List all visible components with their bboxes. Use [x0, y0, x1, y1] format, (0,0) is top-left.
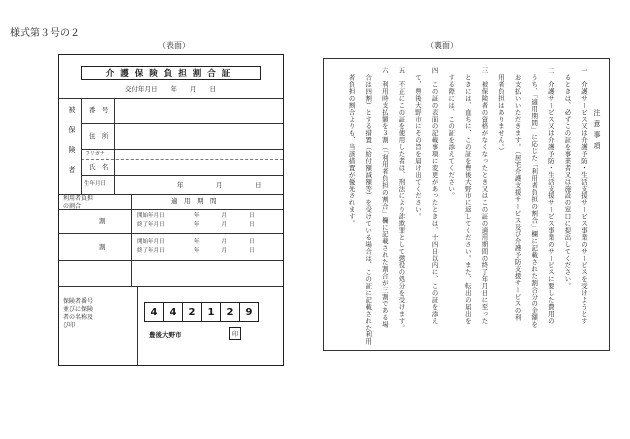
- note-line: 五 不正にこの証を使用した者は、刑法により詐欺罪として懲役の処分を受けます。: [397, 67, 406, 332]
- note-line: 合は四割）とする措置（給付額減額等）を受けている場合は、この証に記載された利用: [364, 67, 373, 345]
- divider: [81, 123, 283, 124]
- back-side-label: （裏面）: [426, 41, 458, 50]
- note-line: お支払いいただきます。（居宅介護支援サービス及び介護予防支援サービスの利: [513, 67, 522, 321]
- note-line: ときには、直ちに、この証を豊後大野市に返してください。また、転出の届出を: [463, 67, 472, 325]
- insurer-digit: 2: [220, 302, 240, 322]
- birth-date-value: 年 月 日: [177, 181, 262, 189]
- note-line: 二 介護サービス又は介護予防・生活支援サービス事業のサービスに要した費用の: [546, 67, 555, 325]
- insurer-digit: 2: [182, 302, 202, 322]
- end-date-label-2: 終了年月日: [137, 248, 165, 254]
- form-number: 様式第３号の２: [10, 28, 80, 39]
- note-line: 者負担の割合よりも、当該措置が優先されます。: [347, 67, 356, 227]
- insurer-digit: 1: [201, 302, 221, 322]
- issue-date: 交付年月日 年 月 日: [125, 85, 216, 93]
- notes-heading: 注意事項: [593, 109, 601, 153]
- insurer-number: [145, 302, 259, 322]
- certificate-front: [58, 54, 284, 366]
- note-line: るときは、必ずこの証を事業者又は施設の窓口に提出してください。: [563, 67, 572, 290]
- divider: [59, 286, 283, 287]
- note-line: うち、「適用期間」に応じた「利用者負担の割合」欄に記載された割合分の金額を: [530, 67, 539, 328]
- ratio-value-1: 割: [99, 217, 106, 225]
- note-line: 用者負担はありません。）: [497, 67, 505, 155]
- divider: [81, 159, 283, 160]
- ratio-value-2: 割: [99, 243, 106, 251]
- note-line: 一 介護サービス又は介護予防・生活支援サービス事業のサービスを受けようとす: [580, 67, 588, 325]
- divider: [81, 175, 283, 176]
- note-line: 三 被保険者の資格がなくなったとき又はこの証の適用期間の終了年月日に至った: [480, 67, 489, 325]
- certificate-title: 介護保険負担割合証: [81, 66, 261, 80]
- name-label: 氏 名: [89, 163, 109, 171]
- end-date-value-1: 年 月 日: [194, 222, 255, 228]
- insurer-digit: 4: [163, 302, 183, 322]
- divider: [81, 98, 82, 194]
- front-side-label: （表面）: [158, 41, 190, 50]
- address-label: 住 所: [89, 132, 109, 140]
- birth-label: 生年月日: [84, 181, 107, 187]
- insurer-digit: 9: [239, 302, 259, 322]
- certificate-back: [323, 58, 610, 351]
- note-line: 四 この証の表面の記載事項に変更があったときは、十四日以内に、この証を添え: [430, 67, 439, 325]
- divider: [59, 233, 283, 234]
- ratio-label: 利用者負担 の割合: [63, 195, 94, 210]
- note-line: 六 利用時支払額を３割（「利用者負担の割合」欄に記載された割合が三割である場: [380, 67, 389, 328]
- number-label: 番 号: [89, 106, 109, 114]
- furigana-label: フリガナ: [85, 151, 105, 157]
- seal-mark: 印: [229, 327, 241, 340]
- insurer-digit: 4: [144, 302, 164, 322]
- divider: [131, 194, 132, 286]
- divider: [81, 149, 283, 150]
- start-date-label-1: 開始年月日: [137, 213, 165, 219]
- note-line: て、豊後大野市にその旨を届け出てください。: [414, 67, 422, 220]
- insurer-label: 保険者番号 並びに保険 者の名称及 び印: [63, 298, 94, 329]
- start-date-label-2: 開始年月日: [137, 239, 165, 245]
- end-date-label-1: 終了年月日: [137, 222, 165, 228]
- divider: [59, 98, 283, 99]
- end-date-value-2: 年 月 日: [194, 248, 255, 254]
- divider: [137, 286, 138, 365]
- insurer-name: 豊後大野市: [149, 331, 182, 339]
- divider: [114, 98, 115, 194]
- period-header: 適 用 期 間: [171, 197, 217, 205]
- start-date-value-1: 年 月 日: [194, 213, 255, 219]
- note-line: する際には、この証を添えてください。: [447, 67, 456, 200]
- insured-person-label: 被 保 険 者: [68, 106, 76, 174]
- start-date-value-2: 年 月 日: [194, 239, 255, 245]
- divider: [59, 260, 283, 261]
